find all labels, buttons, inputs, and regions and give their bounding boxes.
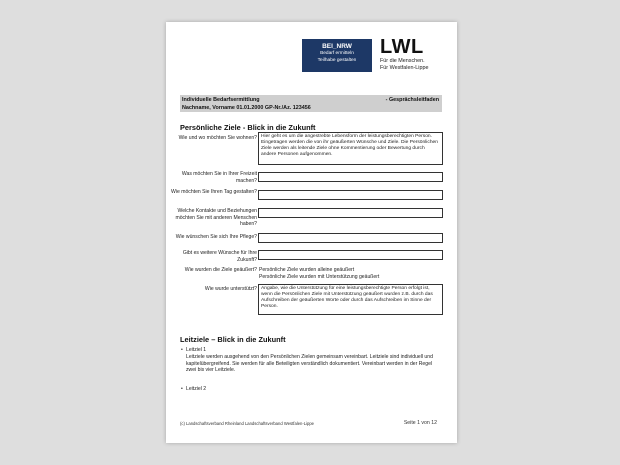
label-pflege: Wie wünschen Sie sich Ihre Pflege?	[175, 234, 257, 240]
leitziele-paragraph: Leitziele werden ausgehend von den Persönlichen Zielen gemeinsam vereinbart. Leitziele sind individuell und kapitelübergreifend. Sie werden für alle Beteiligten verständlich dokumentiert. Vereinbart werden in der Regel zwei bis vier Leitziele.	[186, 354, 433, 373]
lwl-logo-name: LWL	[380, 36, 424, 58]
bei-logo-title: BEI_NRW	[322, 43, 352, 50]
lwl-logo	[380, 36, 428, 71]
field-geaeussert[interactable]: Persönliche Ziele wurden alleine geäußert Persönliche Ziele wurden mit Unterstützung geäußert	[259, 267, 380, 280]
label-kontakte: Welche Kontakte und Beziehungen möchten Sie mit anderen Menschen haben?	[175, 208, 257, 227]
label-freizeit: Was möchten Sie in Ihrer Freizeit machen?	[181, 171, 257, 184]
leitziel-1-label: Leitziel 1	[186, 347, 207, 353]
field-unterstuetzt[interactable]: Angabe, wie die Unterstützung für eine leistungsberechtigte Person erfolgt ist, wenn die Persönlichen Ziele mit Unterstützung geäußert wurden z.B. durch das Aufschreiben der geäußerten Worte oder durch das Aufschreiben im Sinne der Person.	[258, 284, 443, 315]
label-unterstuetzt: Wie wurde unterstützt?	[204, 286, 257, 292]
field-tag[interactable]	[258, 190, 443, 200]
header-subtitle: - Gesprächsleitfaden	[385, 97, 439, 103]
field-pflege[interactable]	[258, 233, 443, 243]
header-bar	[180, 95, 442, 112]
field-wohnen[interactable]: Hier geht es um die angestrebte Lebensform der leistungsberechtigten Person. Eingetragen werden die von ihr geäußerten Wünsche und Ziele. Die Persönlichen Ziele werden als leitende Ziele ohne Kommentierung oder Bewertung durch andere Personen aufgenommen.	[258, 132, 443, 165]
section1-heading: Persönliche Ziele - Blick in die Zukunft	[180, 123, 316, 132]
lwl-logo-line1: Für die Menschen.	[380, 58, 425, 64]
leitziel-2-label: Leitziel 2	[186, 386, 207, 392]
footer-copyright: (c) Landschaftsverband Rheinland Landschaftsverband Westfalen-Lippe	[180, 421, 315, 426]
lwl-logo-line2: Für Westfalen-Lippe	[380, 64, 429, 71]
bei-logo-line1: Bedarf ermitteln	[320, 51, 354, 56]
label-wuensche: Gibt es weitere Wünsche für Ihre Zukunft?	[182, 250, 257, 263]
field-kontakte[interactable]	[258, 208, 443, 218]
bei-nrw-logo	[302, 39, 372, 72]
label-geaeussert: Wie wurden die Ziele geäußert?	[184, 267, 257, 273]
bullet-dot-icon: •	[181, 347, 183, 353]
section2-heading: Leitziele – Blick in die Zukunft	[180, 335, 286, 344]
document-page	[166, 22, 457, 443]
header-title: Individuelle Bedarfsermittlung	[182, 97, 260, 103]
field-wuensche[interactable]	[258, 250, 443, 260]
header-person: Nachname, Vorname 01.01.2000 GP-Nr./Az. 123456	[182, 105, 311, 111]
label-tag: Wie möchten Sie Ihren Tag gestalten?	[171, 189, 257, 195]
field-freizeit[interactable]	[258, 172, 443, 182]
bei-logo-line2: Teilhabe gestalten	[317, 58, 357, 63]
footer-page-number: Seite 1 von 12	[403, 420, 437, 426]
bullet-leitziel-2	[181, 386, 207, 393]
bullet-dot-icon: •	[181, 386, 183, 392]
label-wohnen: Wie und wo möchten Sie wohnen?	[178, 135, 257, 141]
bullet-leitziel-1	[181, 347, 207, 354]
